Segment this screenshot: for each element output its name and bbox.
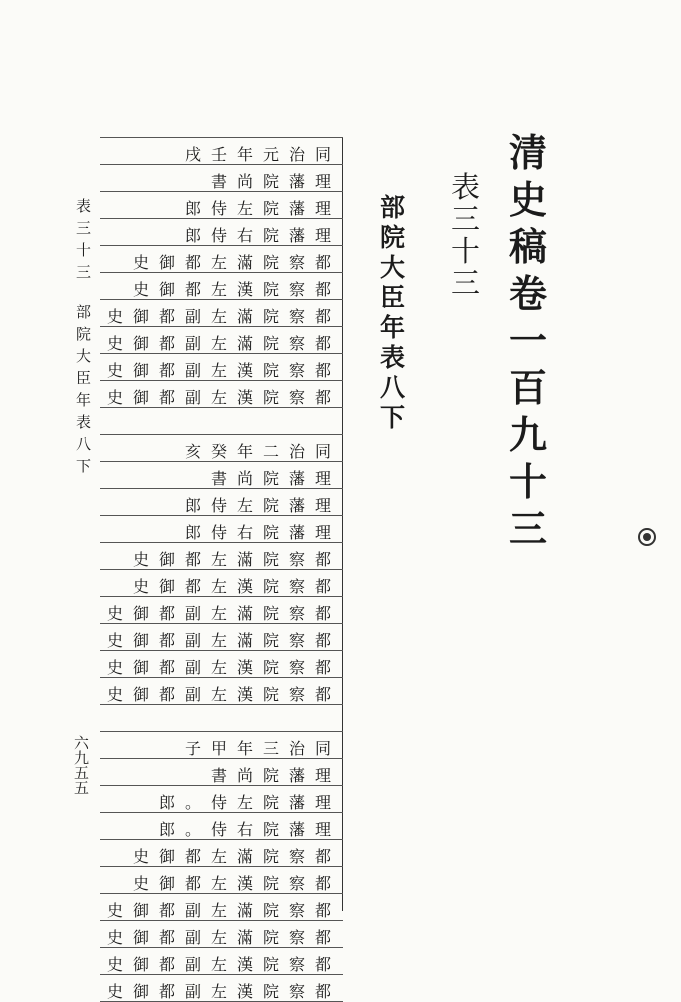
table-name-char: 臣 bbox=[380, 283, 406, 312]
volume-title-char: 百 bbox=[509, 365, 548, 410]
page-number-char: 五 bbox=[74, 779, 90, 797]
table-row bbox=[100, 272, 343, 299]
table-row-text: 史御都副左漢院察都 bbox=[106, 685, 341, 704]
volume-title-char: 十 bbox=[509, 459, 548, 504]
volume-title-char: 清 bbox=[509, 130, 548, 175]
table-row-text: 史御都副左滿院察都 bbox=[106, 334, 341, 353]
table-row-text: 史御都副左滿院察都 bbox=[106, 901, 341, 920]
table-name-char: 大 bbox=[380, 253, 406, 282]
table-row bbox=[100, 947, 343, 974]
margin-note-char: 表 bbox=[76, 413, 92, 431]
year-table bbox=[100, 137, 343, 1002]
table-row bbox=[100, 920, 343, 947]
table-row bbox=[100, 299, 343, 326]
table-row bbox=[100, 866, 343, 893]
table-name-char: 八 bbox=[380, 373, 406, 402]
seal-icon bbox=[638, 528, 656, 546]
volume-title bbox=[509, 130, 548, 557]
table-name-char: 表 bbox=[380, 343, 406, 372]
margin-note-char: 下 bbox=[76, 457, 92, 475]
volume-title-char: 三 bbox=[509, 506, 548, 551]
table-row bbox=[100, 542, 343, 569]
table-row-text: 郎侍右院藩理 bbox=[184, 226, 341, 245]
table-row-text: 史御都副左漢院察都 bbox=[106, 658, 341, 677]
year-row bbox=[100, 731, 343, 758]
volume-title-char: 一 bbox=[509, 318, 548, 363]
table-row bbox=[100, 515, 343, 542]
page-number-char: 六 bbox=[74, 734, 90, 752]
table-row-text: 史御都副左漢院察都 bbox=[106, 361, 341, 380]
table-row-text: 史御都副左滿院察都 bbox=[106, 307, 341, 326]
table-row bbox=[100, 812, 343, 839]
year-row bbox=[100, 434, 343, 461]
table-row bbox=[100, 650, 343, 677]
table-row-text: 史御都左漢院察都 bbox=[132, 280, 341, 299]
table-number bbox=[451, 170, 481, 301]
table-row bbox=[100, 380, 343, 407]
table-row-text: 史御都副左滿院察都 bbox=[106, 604, 341, 623]
table-row-text: 書尚院藩理 bbox=[210, 469, 341, 488]
table-row-text: 史御都副左滿院察都 bbox=[106, 631, 341, 650]
margin-note-char: 臣 bbox=[76, 369, 92, 387]
table-row bbox=[100, 461, 343, 488]
margin-note-char: 三 bbox=[76, 219, 92, 237]
volume-title-char: 卷 bbox=[509, 271, 548, 316]
table-name-char: 部 bbox=[380, 193, 406, 222]
table-row bbox=[100, 623, 343, 650]
table-number-char: 三 bbox=[451, 266, 481, 300]
table-number-char: 十 bbox=[451, 234, 481, 268]
page-number-char: 九 bbox=[74, 749, 90, 767]
margin-note-char: 十 bbox=[76, 241, 92, 259]
table-row bbox=[100, 326, 343, 353]
volume-title-char: 史 bbox=[509, 177, 548, 222]
separator-row bbox=[100, 704, 343, 731]
table-number-char: 表 bbox=[451, 170, 481, 204]
table-name-char: 下 bbox=[380, 403, 406, 432]
volume-title-char: 九 bbox=[509, 412, 548, 457]
table-row bbox=[100, 569, 343, 596]
margin-note-char: 年 bbox=[76, 391, 92, 409]
margin-note-char: 三 bbox=[76, 263, 92, 281]
table-row-text: 郎侍左院藩理 bbox=[184, 199, 341, 218]
table-row-text: 史御都左滿院察都 bbox=[132, 550, 341, 569]
year-row-text: 子甲年三治同 bbox=[184, 739, 341, 758]
margin-note bbox=[76, 199, 91, 481]
table-row bbox=[100, 974, 343, 1001]
table-name-char: 院 bbox=[380, 223, 406, 252]
table-row bbox=[100, 191, 343, 218]
table-row-text: 史御都左漢院察都 bbox=[132, 577, 341, 596]
table-number-char: 三 bbox=[451, 202, 481, 236]
table-row-text: 史御都副左漢院察都 bbox=[106, 955, 341, 974]
separator-row bbox=[100, 407, 343, 434]
table-row-text: 郎。侍左院藩理 bbox=[158, 793, 341, 812]
table-row bbox=[100, 353, 343, 380]
table-row bbox=[100, 245, 343, 272]
table-row-text: 史御都副左滿院察都 bbox=[106, 928, 341, 947]
table-name-char: 年 bbox=[380, 313, 406, 342]
table-row bbox=[100, 785, 343, 812]
table-row-text: 史御都副左漢院察都 bbox=[106, 388, 341, 407]
margin-note-char: 部 bbox=[76, 303, 92, 321]
table-row-text: 書尚院藩理 bbox=[210, 766, 341, 785]
page-number bbox=[74, 736, 89, 796]
table-row bbox=[100, 164, 343, 191]
table-row bbox=[100, 758, 343, 785]
margin-note-char: 八 bbox=[76, 435, 92, 453]
table-row-text: 郎。侍右院藩理 bbox=[158, 820, 341, 839]
volume-title-char: 稿 bbox=[509, 224, 548, 269]
year-row-text: 戌壬年元治同 bbox=[184, 145, 341, 164]
table-name bbox=[380, 195, 405, 435]
table-row bbox=[100, 218, 343, 245]
table-row-text: 史御都副左漢院察都 bbox=[106, 982, 341, 1001]
table-row-text: 郎侍右院藩理 bbox=[184, 523, 341, 542]
year-row-text: 亥癸年二治同 bbox=[184, 442, 341, 461]
table-row-text: 史御都左漢院察都 bbox=[132, 874, 341, 893]
margin-note-char: 院 bbox=[76, 325, 92, 343]
year-row bbox=[100, 137, 343, 164]
table-row bbox=[100, 488, 343, 515]
table-row-text: 書尚院藩理 bbox=[210, 172, 341, 191]
margin-note-char: 大 bbox=[76, 347, 92, 365]
table-row bbox=[100, 677, 343, 704]
table-row bbox=[100, 839, 343, 866]
table-row bbox=[100, 893, 343, 920]
page-number-char: 五 bbox=[74, 764, 90, 782]
table-row bbox=[100, 596, 343, 623]
table-row-text: 郎侍左院藩理 bbox=[184, 496, 341, 515]
margin-note-char: 表 bbox=[76, 197, 92, 215]
table-row-text: 史御都左滿院察都 bbox=[132, 847, 341, 866]
table-row-text: 史御都左滿院察都 bbox=[132, 253, 341, 272]
